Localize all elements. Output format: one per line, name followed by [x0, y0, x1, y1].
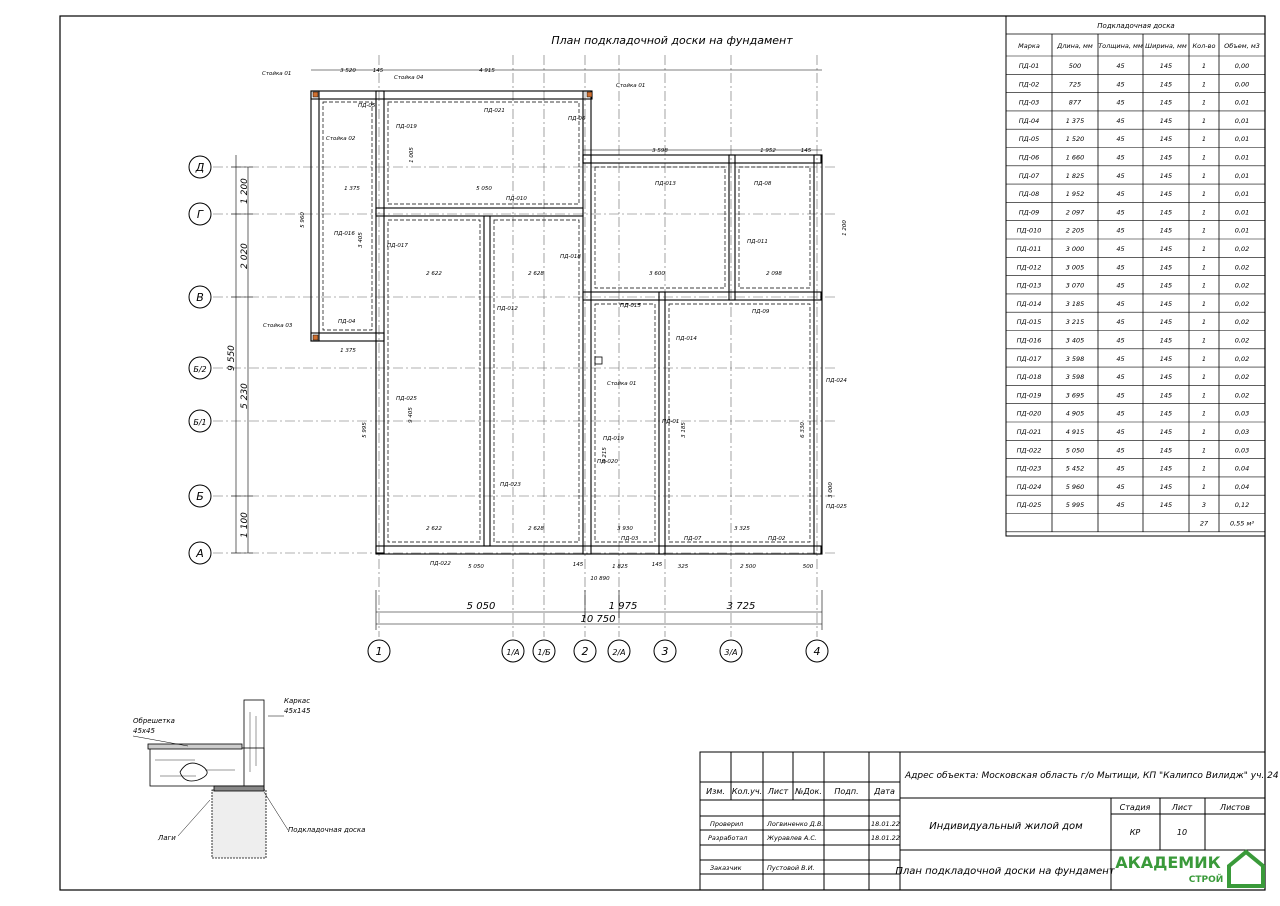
- spec-cell: 0,02: [1234, 263, 1250, 272]
- spec-cell: ПД-014: [1016, 299, 1042, 308]
- spec-cell: 0,02: [1234, 354, 1250, 363]
- spec-cell: 145: [1159, 245, 1173, 253]
- spec-cell: 45: [1116, 464, 1125, 473]
- spec-cell: 45: [1116, 446, 1125, 455]
- spec-cell: 45: [1116, 190, 1125, 199]
- spec-cell: 45: [1116, 409, 1125, 418]
- spec-cell: 45: [1116, 153, 1125, 162]
- spec-cell: 0,02: [1234, 336, 1250, 345]
- spec-cell: ПД-018: [1016, 373, 1042, 382]
- spec-cell: ПД-012: [1016, 263, 1042, 272]
- spec-cell: 3 000: [1065, 245, 1085, 253]
- spec-cell: ПД-09: [1018, 208, 1040, 217]
- plan-mark: ПД-07: [684, 536, 702, 542]
- dim-v-5230: 5 230: [240, 383, 250, 409]
- plan-mark: ПД-012: [497, 306, 518, 312]
- stamp-stage-h: Стадия: [1119, 803, 1151, 812]
- spec-cell: ПД-03: [1018, 98, 1040, 107]
- plan-mark: ПД-022: [430, 561, 451, 567]
- spec-cell: 1: [1201, 171, 1207, 180]
- dim-b-1975: 1 975: [608, 601, 638, 612]
- dim-b-3725: 3 725: [726, 601, 756, 612]
- spec-cell: 1: [1201, 391, 1207, 400]
- axis-number: 1: [375, 645, 383, 658]
- spec-total-qty: 27: [1199, 519, 1209, 528]
- spec-cell: 0,01: [1234, 98, 1250, 107]
- spec-header: Ширина, мм: [1145, 42, 1187, 50]
- spec-cell: 2 205: [1065, 226, 1085, 235]
- stamp-address: Адрес объекта: Московская область г/о Мытищи, КП "Калипсо Вилидж" уч. 24: [905, 771, 1279, 781]
- spec-header: Кол-во: [1192, 42, 1216, 50]
- stamp-col-header: №Док.: [795, 787, 822, 796]
- plan-mark: ПД-03: [621, 536, 639, 542]
- axis-letter: А: [196, 547, 204, 560]
- stamp-checked-role: Проверил: [710, 820, 744, 828]
- vertical-dims: [227, 178, 250, 538]
- spec-cell: 145: [1159, 373, 1173, 382]
- plan-dim: 5 050: [468, 564, 484, 570]
- plan-dim: 4 915: [479, 68, 495, 74]
- plan-dim: 1 005: [409, 147, 415, 163]
- plan-dim: 5 050: [476, 186, 492, 192]
- stamp-client-name: Пустовой В.И.: [767, 864, 815, 872]
- logo-sub: СТРОЙ: [1188, 875, 1224, 885]
- spec-cell: 145: [1159, 354, 1173, 363]
- grid-lines: [213, 55, 835, 637]
- stamp-col-header: Кол.уч.: [731, 787, 763, 796]
- dim-total: 10 750: [580, 614, 616, 625]
- axis-number: 2/А: [612, 648, 626, 657]
- plan-dim: 500: [802, 564, 814, 570]
- stamp-sheet-h: Лист: [1171, 803, 1193, 812]
- spec-cell: 1 375: [1065, 116, 1085, 125]
- spec-cell: 45: [1116, 208, 1125, 217]
- spec-cell: 45: [1116, 482, 1125, 491]
- spec-cell: 0,01: [1234, 190, 1250, 199]
- spec-cell: 1: [1201, 190, 1207, 199]
- axis-number: 1/А: [506, 648, 520, 657]
- spec-cell: 1: [1201, 446, 1207, 455]
- spec-cell: ПД-021: [1016, 428, 1042, 436]
- plan-mark: ПД-09: [752, 309, 770, 315]
- spec-cell: 45: [1116, 135, 1125, 144]
- spec-cell: 0,00: [1234, 80, 1250, 89]
- spec-cell: 4 915: [1065, 428, 1085, 436]
- spec-cell: 5 050: [1065, 446, 1085, 455]
- spec-cell: 0,03: [1234, 409, 1250, 418]
- spec-cell: 145: [1159, 208, 1173, 217]
- board-outlines: [311, 91, 822, 554]
- plan-dim: 6 330: [800, 422, 806, 438]
- spec-cell: 1: [1201, 373, 1207, 382]
- plan-dim: 3 215: [602, 447, 608, 463]
- inner-dashed: [323, 102, 810, 542]
- spec-cell: ПД-02: [1018, 80, 1040, 89]
- spec-cell: 45: [1116, 501, 1125, 510]
- plan-dim: 1 375: [340, 348, 356, 354]
- plan-mark: ПД-019: [396, 124, 417, 130]
- plan-mark: ПД-019: [603, 436, 624, 442]
- spec-cell: 45: [1116, 354, 1125, 363]
- spec-cell: 45: [1116, 116, 1125, 125]
- plan-dim: 2 628: [528, 271, 544, 277]
- axis-number: 3/А: [724, 648, 738, 657]
- spec-cell: 3 405: [1065, 336, 1085, 345]
- drawing-title: План подкладочной доски на фундамент: [551, 34, 793, 47]
- spec-cell: 45: [1116, 226, 1125, 235]
- spec-cell: 1: [1201, 336, 1207, 345]
- plan-dim: 2 628: [528, 526, 544, 532]
- spec-cell: 145: [1159, 336, 1173, 345]
- spec-cell: 0,04: [1234, 482, 1250, 491]
- spec-cell: 3 070: [1065, 281, 1085, 290]
- plan-mark: ПД-017: [387, 243, 408, 249]
- spec-cell: ПД-08: [1018, 190, 1040, 199]
- spec-cell: 1: [1201, 245, 1207, 253]
- spec-cell: ПД-020: [1016, 409, 1042, 418]
- spec-cell: 45: [1116, 281, 1125, 290]
- spec-cell: 145: [1159, 501, 1173, 510]
- spec-cell: 1: [1201, 299, 1207, 308]
- spec-cell: 145: [1159, 190, 1173, 199]
- spec-cell: 0,04: [1234, 464, 1250, 473]
- spec-cell: 0,02: [1234, 373, 1250, 382]
- plan-dim: 1 200: [842, 220, 848, 236]
- spec-cell: 1: [1201, 62, 1207, 70]
- spec-cell: 3 215: [1065, 318, 1085, 327]
- spec-cell: 3 695: [1065, 391, 1085, 400]
- spec-cell: 877: [1068, 98, 1082, 107]
- spec-cell: 1: [1201, 226, 1207, 235]
- spec-cell: 0,01: [1234, 116, 1250, 125]
- spec-cell: 1 952: [1065, 190, 1085, 199]
- spec-cell: 0,02: [1234, 281, 1250, 290]
- plan-dim: 145: [372, 68, 384, 74]
- axis-letter: Д: [195, 161, 205, 174]
- spec-cell: 0,02: [1234, 299, 1250, 308]
- plan-dim: 2 500: [740, 564, 756, 570]
- spec-cell: 500: [1068, 62, 1082, 70]
- plan-dim: 1 825: [612, 564, 628, 570]
- stamp-stage: КР: [1129, 828, 1141, 837]
- spec-cell: 1: [1201, 482, 1207, 491]
- plan-mark: ПД-04: [338, 319, 356, 325]
- plan-mark: ПД-021: [484, 108, 505, 114]
- plan-dim: 145: [651, 562, 663, 568]
- spec-cell: 45: [1116, 428, 1125, 436]
- spec-cell: ПД-05: [1018, 135, 1040, 144]
- dim-b-5050: 5 050: [466, 601, 496, 612]
- plan-dim: 5 995: [362, 422, 368, 438]
- spec-cell: 1: [1201, 98, 1207, 107]
- spec-cell: 0,01: [1234, 226, 1250, 235]
- plan-mark: ПД-011: [747, 239, 768, 245]
- spec-total-volume: 0,55 м³: [1229, 519, 1255, 528]
- plan-mark: ПД-020: [597, 459, 618, 465]
- spec-cell: 1: [1201, 80, 1207, 89]
- plan-mark: ПД-016: [334, 231, 355, 237]
- spec-cell: 5 452: [1065, 464, 1085, 473]
- spec-cell: 45: [1116, 336, 1125, 345]
- spec-cell: 45: [1116, 62, 1125, 70]
- spec-cell: 1: [1201, 116, 1207, 125]
- stamp-col-header: Лист: [767, 787, 789, 796]
- spec-cell: ПД-07: [1018, 171, 1040, 180]
- stamp-project: Индивидуальный жилой дом: [929, 821, 1083, 832]
- spec-cell: 145: [1159, 135, 1173, 144]
- stamp-client-role: Заказчик: [710, 864, 742, 872]
- axis-letter: В: [196, 291, 204, 304]
- spec-cell: 0,01: [1234, 153, 1250, 162]
- spec-cell: 1: [1201, 281, 1207, 290]
- dim-v-2020: 2 020: [240, 243, 250, 269]
- detail-frame: Каркас: [284, 697, 311, 705]
- spec-header: Длина, мм: [1057, 42, 1093, 50]
- plan-mark: Стойка 04: [394, 75, 424, 81]
- plan-mark: ПД-06: [568, 116, 586, 122]
- axis-letter: Г: [196, 208, 204, 221]
- dim-v-9550: 9 550: [227, 345, 237, 371]
- spec-cell: 145: [1159, 281, 1173, 290]
- plan-dim: 3 325: [734, 526, 750, 532]
- spec-cell: 145: [1159, 446, 1173, 455]
- plan-mark: ПД-013: [655, 181, 676, 187]
- spec-cell: ПД-025: [1016, 501, 1042, 510]
- spec-cell: 45: [1116, 263, 1125, 272]
- spec-cell: ПД-019: [1016, 391, 1042, 400]
- spec-cell: ПД-016: [1016, 336, 1042, 345]
- spec-cell: 145: [1159, 153, 1173, 162]
- spec-table-title: Подкладочная доска: [1097, 22, 1175, 30]
- plan-dim: 3 600: [649, 271, 665, 277]
- spec-cell: 1: [1201, 464, 1207, 473]
- axis-letter: Б/2: [193, 365, 207, 374]
- plan-mark: Стойка 01: [262, 71, 292, 77]
- detail-logs: Лаги: [158, 834, 176, 842]
- plan-mark: Стойка 01: [607, 381, 637, 387]
- spec-cell: 145: [1159, 98, 1173, 107]
- plan-dim: 325: [677, 564, 689, 570]
- spec-cell: 1: [1201, 409, 1207, 418]
- spec-cell: 45: [1116, 171, 1125, 180]
- detail-lath-size: 45х45: [133, 727, 155, 735]
- plan-dim: 2 098: [766, 271, 782, 277]
- spec-cell: 0,02: [1234, 318, 1250, 327]
- spec-cell: 1: [1201, 153, 1207, 162]
- axis-number: 3: [661, 645, 669, 658]
- spec-cell: 5 995: [1065, 501, 1085, 510]
- spec-cell: 3 598: [1065, 373, 1085, 382]
- spec-cell: ПД-023: [1016, 464, 1042, 473]
- stamp-col-header: Дата: [874, 787, 895, 796]
- spec-cell: 0,01: [1234, 135, 1250, 144]
- plan-mark: Стойка 02: [326, 136, 356, 142]
- spec-cell: 145: [1159, 80, 1173, 89]
- stamp-dev-role: Разработал: [708, 834, 748, 842]
- plan-mark: ПД-025: [826, 504, 847, 510]
- stamp-checked-name: Логвиненко Д.В.: [767, 820, 824, 828]
- spec-cell: 4 905: [1065, 409, 1085, 418]
- stamp-col-header: Изм.: [706, 787, 725, 796]
- plan-mark: ПД-05: [358, 103, 376, 109]
- spec-cell: ПД-022: [1016, 446, 1042, 455]
- dim-v-1200: 1 200: [240, 178, 250, 204]
- plan-dim: 10 890: [590, 576, 610, 582]
- stamp-drawing: План подкладочной доски на фундамент: [895, 866, 1115, 877]
- spec-cell: 145: [1159, 263, 1173, 272]
- foundation-plan: [213, 55, 835, 637]
- spec-cell: ПД-013: [1016, 281, 1042, 290]
- plan-dim: 1 952: [760, 148, 776, 154]
- plan-mark: ПД-023: [500, 482, 521, 488]
- spec-header: Марка: [1018, 42, 1040, 50]
- plan-dim: 3 930: [617, 526, 633, 532]
- plan-mark: ПД-010: [506, 196, 527, 202]
- detail-frame-size: 45х145: [284, 707, 311, 715]
- spec-cell: 1 520: [1065, 135, 1085, 144]
- spec-cell: 3 185: [1065, 299, 1085, 308]
- plan-mark: ПД-08: [754, 181, 772, 187]
- axis-letter: Б/1: [193, 418, 207, 427]
- plan-mark: ПД-024: [826, 378, 847, 384]
- spec-cell: 145: [1159, 428, 1173, 436]
- spec-cell: 2 097: [1065, 208, 1085, 217]
- spec-cell: ПД-015: [1016, 318, 1042, 327]
- spec-cell: 1: [1201, 208, 1207, 217]
- plan-mark: ПД-02: [768, 536, 786, 542]
- spec-header: Объем, м3: [1224, 42, 1260, 50]
- spec-cell: 145: [1159, 116, 1173, 125]
- spec-cell: 3 598: [1065, 354, 1085, 363]
- spec-cell: 145: [1159, 171, 1173, 180]
- spec-cell: 45: [1116, 299, 1125, 308]
- stamp-sheet: 10: [1176, 828, 1188, 837]
- spec-cell: 1 825: [1065, 171, 1085, 180]
- spec-cell: 45: [1116, 80, 1125, 89]
- stamp-dev-date: 18.01.22: [871, 834, 900, 842]
- plan-dim: 9 405: [408, 407, 414, 423]
- spec-cell: 145: [1159, 226, 1173, 235]
- spec-cell: 0,01: [1234, 171, 1250, 180]
- stamp-dev-name: Журавлев А.С.: [767, 834, 817, 842]
- plan-dim: 2 622: [426, 526, 442, 532]
- spec-cell: 145: [1159, 62, 1173, 70]
- plan-mark: ПД-025: [396, 396, 417, 402]
- spec-cell: 0,00: [1234, 62, 1250, 70]
- plan-dim: 145: [572, 562, 584, 568]
- spec-cell: 145: [1159, 391, 1173, 400]
- spec-cell: 0,01: [1234, 208, 1250, 217]
- dim-v-1100: 1 100: [240, 512, 250, 538]
- stamp-sheets-h: Листов: [1220, 803, 1250, 812]
- spec-cell: 45: [1116, 98, 1125, 107]
- plan-dim: 3 185: [681, 422, 687, 438]
- plan-dim: 1 375: [344, 186, 360, 192]
- spec-table: [1006, 16, 1265, 536]
- house-icon: [1229, 852, 1263, 886]
- spec-cell: 0,02: [1234, 391, 1250, 400]
- plan-mark: ПД-01: [662, 419, 680, 425]
- spec-cell: 145: [1159, 464, 1173, 473]
- spec-cell: 45: [1116, 391, 1125, 400]
- spec-cell: ПД-011: [1016, 245, 1042, 253]
- plan-mark: Стойка 01: [616, 83, 646, 89]
- plan-dim: 3 405: [358, 232, 364, 248]
- spec-cell: 3 005: [1065, 263, 1085, 272]
- spec-cell: 45: [1116, 318, 1125, 327]
- spec-cell: 45: [1116, 245, 1125, 253]
- spec-header: Толщина, мм: [1098, 42, 1143, 50]
- spec-cell: ПД-01: [1018, 62, 1040, 70]
- spec-cell: 0,03: [1234, 428, 1250, 436]
- spec-cell: 0,03: [1234, 446, 1250, 455]
- axis-number: 4: [813, 645, 821, 658]
- plan-dim: 2 622: [426, 271, 442, 277]
- plan-mark: Стойка 03: [263, 323, 293, 329]
- spec-cell: 1: [1201, 318, 1207, 327]
- spec-cell: 45: [1116, 373, 1125, 382]
- spec-cell: ПД-04: [1018, 116, 1040, 125]
- axis-letter: Б: [196, 490, 204, 503]
- spec-cell: 1: [1201, 135, 1207, 144]
- spec-cell: 725: [1068, 80, 1082, 89]
- spec-cell: ПД-024: [1016, 482, 1042, 491]
- spec-cell: ПД-06: [1018, 153, 1040, 162]
- spec-cell: 1: [1201, 354, 1207, 363]
- logo-main: АКАДЕМИК: [1115, 853, 1221, 872]
- axis-number: 1/Б: [537, 648, 551, 657]
- spec-cell: 1: [1201, 263, 1207, 272]
- spec-cell: 145: [1159, 299, 1173, 308]
- axis-number: 2: [581, 645, 589, 658]
- spec-cell: ПД-017: [1016, 354, 1042, 363]
- plan-mark: ПД-015: [620, 303, 641, 309]
- spec-cell: 145: [1159, 482, 1173, 491]
- plan-mark: ПД-018: [560, 254, 581, 260]
- plan-dim: 3 000: [828, 482, 834, 498]
- plan-dim: 145: [800, 148, 812, 154]
- spec-cell: 0,12: [1234, 501, 1250, 510]
- stamp-col-header: Подп.: [834, 787, 859, 796]
- detail-lath: Обрешетка: [133, 717, 175, 725]
- spec-cell: 5 960: [1065, 482, 1085, 491]
- post-stoika-01: [595, 357, 602, 364]
- spec-cell: 145: [1159, 409, 1173, 418]
- spec-cell: 3: [1201, 501, 1207, 510]
- plan-mark: ПД-014: [676, 336, 697, 342]
- stamp-checked-date: 18.01.22: [871, 820, 900, 828]
- company-logo: [1115, 852, 1263, 886]
- spec-cell: 1 660: [1065, 153, 1085, 162]
- plan-dim: 5 960: [300, 212, 306, 228]
- spec-cell: 0,02: [1234, 245, 1250, 253]
- detail-board: Подкладочная доска: [288, 826, 366, 834]
- plan-dim: 3 520: [340, 68, 356, 74]
- plan-dim: 3 598: [652, 148, 668, 154]
- spec-cell: 1: [1201, 428, 1207, 436]
- spec-cell: 145: [1159, 318, 1173, 327]
- spec-cell: ПД-010: [1016, 226, 1042, 235]
